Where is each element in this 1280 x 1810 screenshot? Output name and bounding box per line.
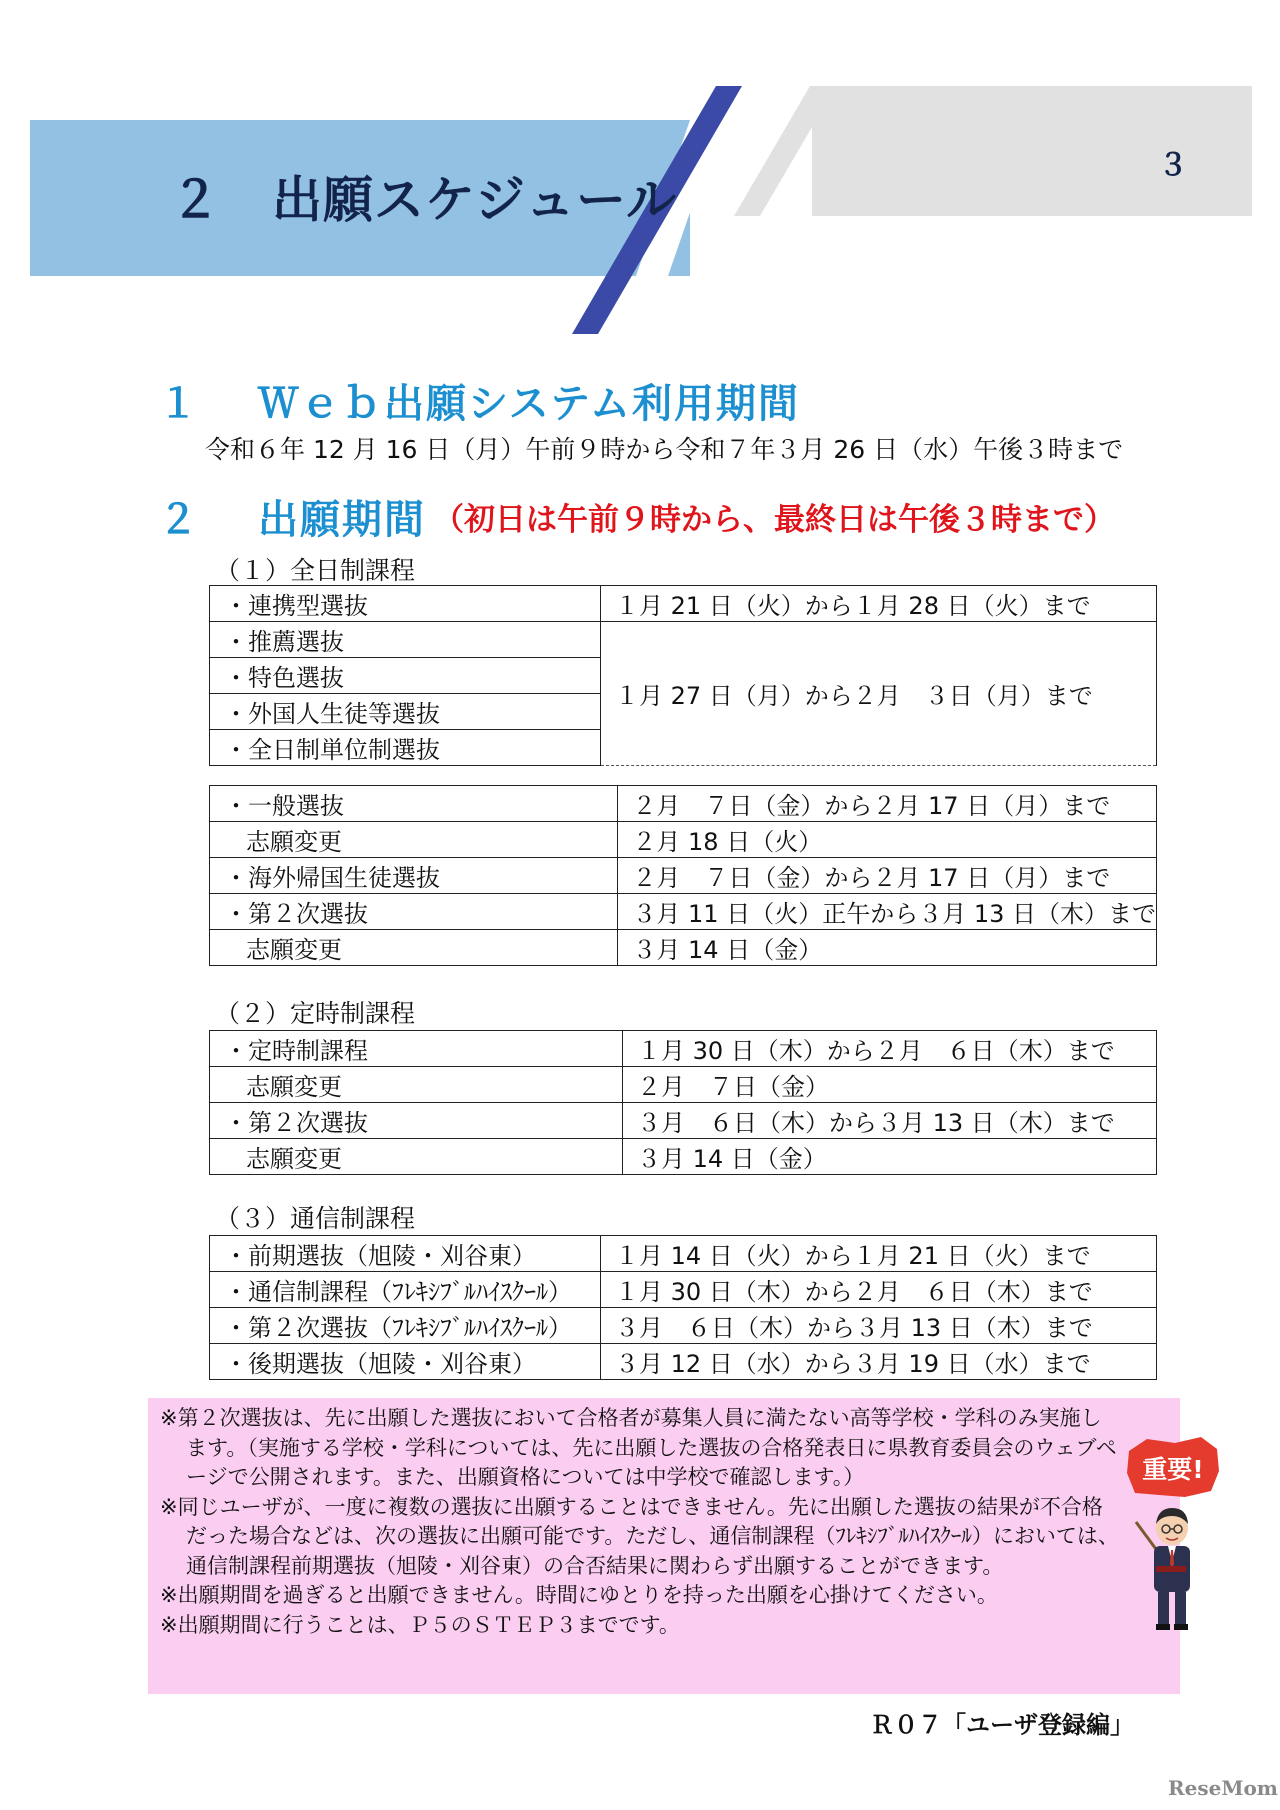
selection-date: １月 30 日（木）から２月 ６日（木）まで [623, 1031, 1157, 1067]
note-second-selection: ※第２次選抜は、先に出願した選抜において合格者が募集人員に満たない高等学校・学科のみ実施します。（実施する学校・学科については、先に出願した選抜の合格発表日に県教育委員会のウェブページで公開されます。また、出願資格については中学校で確認します。） [160, 1406, 1117, 1489]
selection-label: ・連携型選抜 [210, 586, 601, 622]
watermark-logo: ReseMom [1168, 1776, 1278, 1800]
parttime-table [209, 1030, 1157, 1175]
selection-label: ・外国人生徒等選抜 [210, 694, 601, 730]
selection-label: ・定時制課程 [210, 1031, 623, 1067]
important-badge [1125, 1437, 1221, 1499]
selection-date: １月 27 日（月）から２月 ３日（月）まで [601, 622, 1157, 766]
selection-label: ・海外帰国生徒選抜 [210, 858, 618, 894]
table-row [210, 1067, 1157, 1103]
selection-label: ・一般選抜 [210, 786, 618, 822]
parttime-subheading: （２）定時制課程 [215, 999, 416, 1028]
selection-label: ・第２次選抜（ﾌﾚｷｼﾌﾞﾙﾊｲｽｸｰﾙ） [210, 1308, 601, 1344]
table-row [210, 1272, 1157, 1308]
selection-date: １月 21 日（火）から１月 28 日（火）まで [601, 586, 1157, 622]
table-row [210, 786, 1157, 822]
notes-text [160, 1404, 1120, 1640]
selection-date: ２月 ７日（金） [623, 1067, 1157, 1103]
selection-label: 志願変更 [210, 930, 618, 966]
page-number: ３ [1158, 148, 1188, 183]
document-footer: Ｒ０７「ユーザ登録編」 [870, 1711, 1134, 1739]
selection-label: ・前期選抜（旭陵・刈谷東） [210, 1236, 601, 1272]
note-deadline: ※出願期間を過ぎると出願できません。時間にゆとりを持った出願を心掛けてください。 [160, 1583, 998, 1607]
selection-date: ２月 18 日（火） [618, 822, 1157, 858]
selection-label: ・通信制課程（ﾌﾚｷｼﾌﾞﾙﾊｲｽｸｰﾙ） [210, 1272, 601, 1308]
table-row [210, 858, 1157, 894]
note-multiple-applications: ※同じユーザが、一度に複数の選抜に出願することはできません。先に出願した選抜の結果が不合格だった場合などは、次の選抜に出願可能です。ただし、通信制課程（ﾌﾚｷｼﾌﾞﾙﾊｲｽｸｰﾙ）においては、通信制課程前期選抜（旭陵・刈谷東）の合否結果に関わらず出願することができます。 [160, 1494, 1119, 1578]
table-row [210, 822, 1157, 858]
table-row [210, 622, 1157, 658]
selection-label: ・推薦選抜 [210, 622, 601, 658]
selection-date: １月 30 日（木）から２月 ６日（木）まで [601, 1272, 1157, 1308]
table-row [210, 894, 1157, 930]
table-row [210, 1308, 1157, 1344]
selection-date: ３月 14 日（金） [618, 930, 1157, 966]
selection-label: 志願変更 [210, 822, 618, 858]
selection-date: ３月 12 日（水）から３月 19 日（水）まで [601, 1344, 1157, 1380]
correspondence-table [209, 1235, 1157, 1380]
selection-label: 志願変更 [210, 1067, 623, 1103]
web-system-period: 令和６年 12 月 16 日（月）午前９時から令和７年３月 26 日（水）午後３時まで [205, 435, 1124, 464]
selection-date: １月 14 日（火）から１月 21 日（火）まで [601, 1236, 1157, 1272]
application-period-note: （初日は午前９時から、最終日は午後３時まで） [433, 502, 1115, 538]
selection-date: ２月 ７日（金）から２月 17 日（月）まで [618, 786, 1157, 822]
fulltime-subheading: （１）全日制課程 [215, 556, 416, 585]
fulltime-table-early [209, 585, 1157, 766]
selection-date: ３月 ６日（木）から３月 13 日（木）まで [601, 1308, 1157, 1344]
table-row [210, 1031, 1157, 1067]
selection-date: ３月 11 日（火）正午から３月 13 日（木）まで [618, 894, 1157, 930]
selection-date: ２月 ７日（金）から２月 17 日（月）まで [618, 858, 1157, 894]
table-row [210, 1236, 1157, 1272]
correspondence-subheading: （３）通信制課程 [215, 1204, 416, 1233]
table-row [210, 586, 1157, 622]
selection-label: 志願変更 [210, 1139, 623, 1175]
fulltime-table-general [209, 785, 1157, 966]
table-row [210, 1344, 1157, 1380]
selection-date: ３月 ６日（木）から３月 13 日（木）まで [623, 1103, 1157, 1139]
teacher-illustration [1134, 1502, 1204, 1632]
table-row [210, 1103, 1157, 1139]
web-system-heading-number: １ [158, 381, 200, 427]
application-period-heading-text: 出願期間 [258, 497, 426, 543]
selection-label: ・特色選抜 [210, 658, 601, 694]
web-system-heading-text: Ｗｅｂ出願システム利用期間 [258, 381, 800, 427]
section-title: ２ 出願スケジュール [170, 171, 677, 229]
selection-label: ・第２次選抜 [210, 894, 618, 930]
web-system-heading [158, 372, 800, 429]
application-period-heading-number: ２ [158, 497, 200, 543]
table-row [210, 1139, 1157, 1175]
table-row [210, 930, 1157, 966]
selection-label: ・後期選抜（旭陵・刈谷東） [210, 1344, 601, 1380]
application-period-heading [158, 488, 426, 545]
selection-label: ・第２次選抜 [210, 1103, 623, 1139]
selection-label: ・全日制単位制選抜 [210, 730, 601, 766]
important-badge-text: 重要! [1142, 1455, 1204, 1484]
note-step-scope: ※出願期間に行うことは、Ｐ５のＳＴＥＰ３までです。 [160, 1612, 680, 1637]
selection-date: ３月 14 日（金） [623, 1139, 1157, 1175]
